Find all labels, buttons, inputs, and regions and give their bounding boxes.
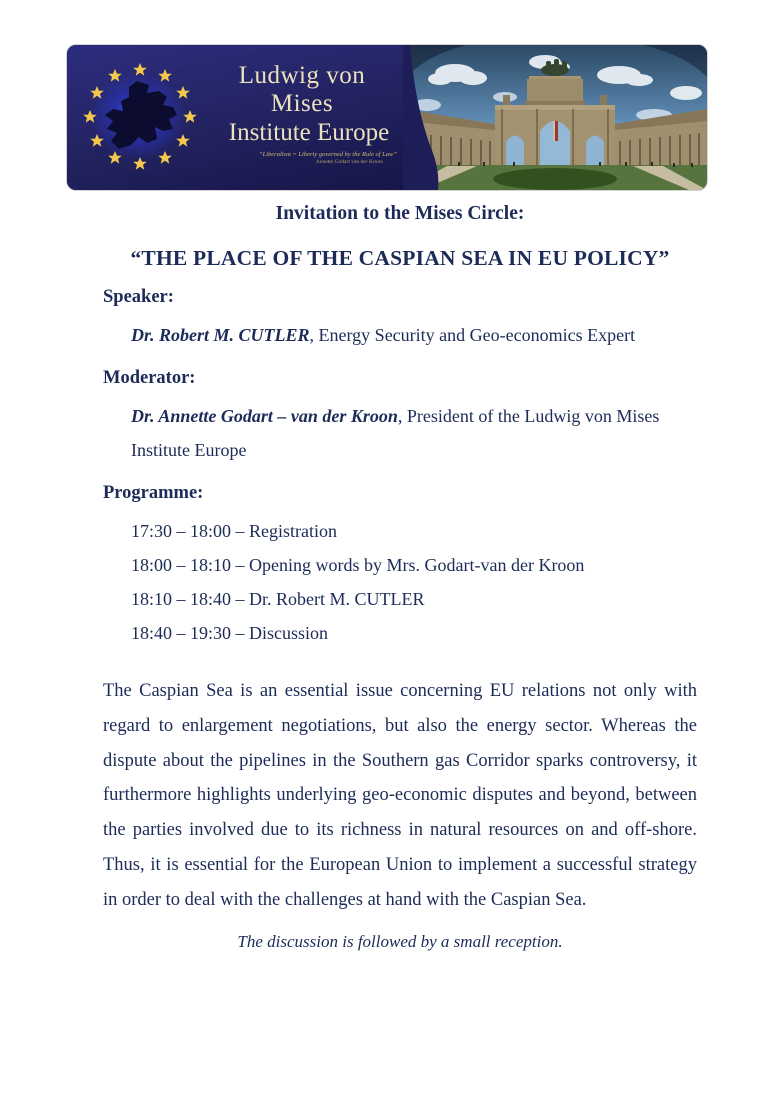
moderator-name: Dr. Annette Godart – van der Kroon (131, 406, 398, 426)
moderator-line (103, 399, 697, 467)
programme-item-opening-words: 18:00 – 18:10 – Opening words by Mrs. Godart-van der Kroon (131, 555, 585, 575)
document-body (103, 203, 697, 952)
org-name-block (205, 62, 399, 165)
speaker-label: Speaker: (103, 287, 174, 307)
eu-stars-europe-logo (67, 45, 217, 190)
programme-item-discussion: 18:40 – 19:30 – Discussion (131, 623, 329, 643)
moderator-label: Moderator: (103, 368, 196, 388)
event-title: “THE PLACE OF THE CASPIAN SEA IN EU POLICY” (130, 246, 670, 270)
reception-note: The discussion is followed by a small reception. (237, 931, 563, 951)
programme-item-speech: 18:10 – 18:40 – Dr. Robert M. CUTLER (131, 589, 425, 609)
speaker-line (103, 318, 697, 352)
programme-item-registration: 17:30 – 18:00 – Registration (131, 521, 337, 541)
description-paragraph: The Caspian Sea is an essential issue concerning EU relations not only with regard to enlargement negotiations, but also the energy sector. Whereas the dispute about the pipelines in the Southern gas Corridor sparks controversy, it furthermore highlights underlying geo-economic disputes and beyond, between the parties involved due to its richness in natural resources on and off-shore. Thus, it is essential for the European Union to implement a successful strategy in order to deal with the challenges at hand with the Caspian Sea. (103, 681, 697, 910)
header-banner (67, 45, 707, 190)
cinquantenaire-arch-photo (403, 45, 707, 190)
programme-label: Programme: (103, 483, 204, 503)
speaker-name: Dr. Robert M. CUTLER (131, 325, 310, 345)
moderator-description: , President of the Ludwig von Mises Institute Europe (131, 406, 660, 460)
invitation-heading: Invitation to the Mises Circle: (275, 203, 525, 224)
org-name-line1: Ludwig von Mises (238, 62, 366, 117)
programme-list (103, 514, 697, 650)
org-name-line2: Institute Europe (228, 119, 390, 146)
banner-navy-panel (67, 45, 403, 190)
org-motto: “Liberalism = Liberty governed by the Rule of Law” (259, 151, 397, 158)
org-motto-author: Annette Godart van der Kroon (315, 159, 383, 165)
speaker-description: , Energy Security and Geo-economics Expert (309, 325, 636, 345)
